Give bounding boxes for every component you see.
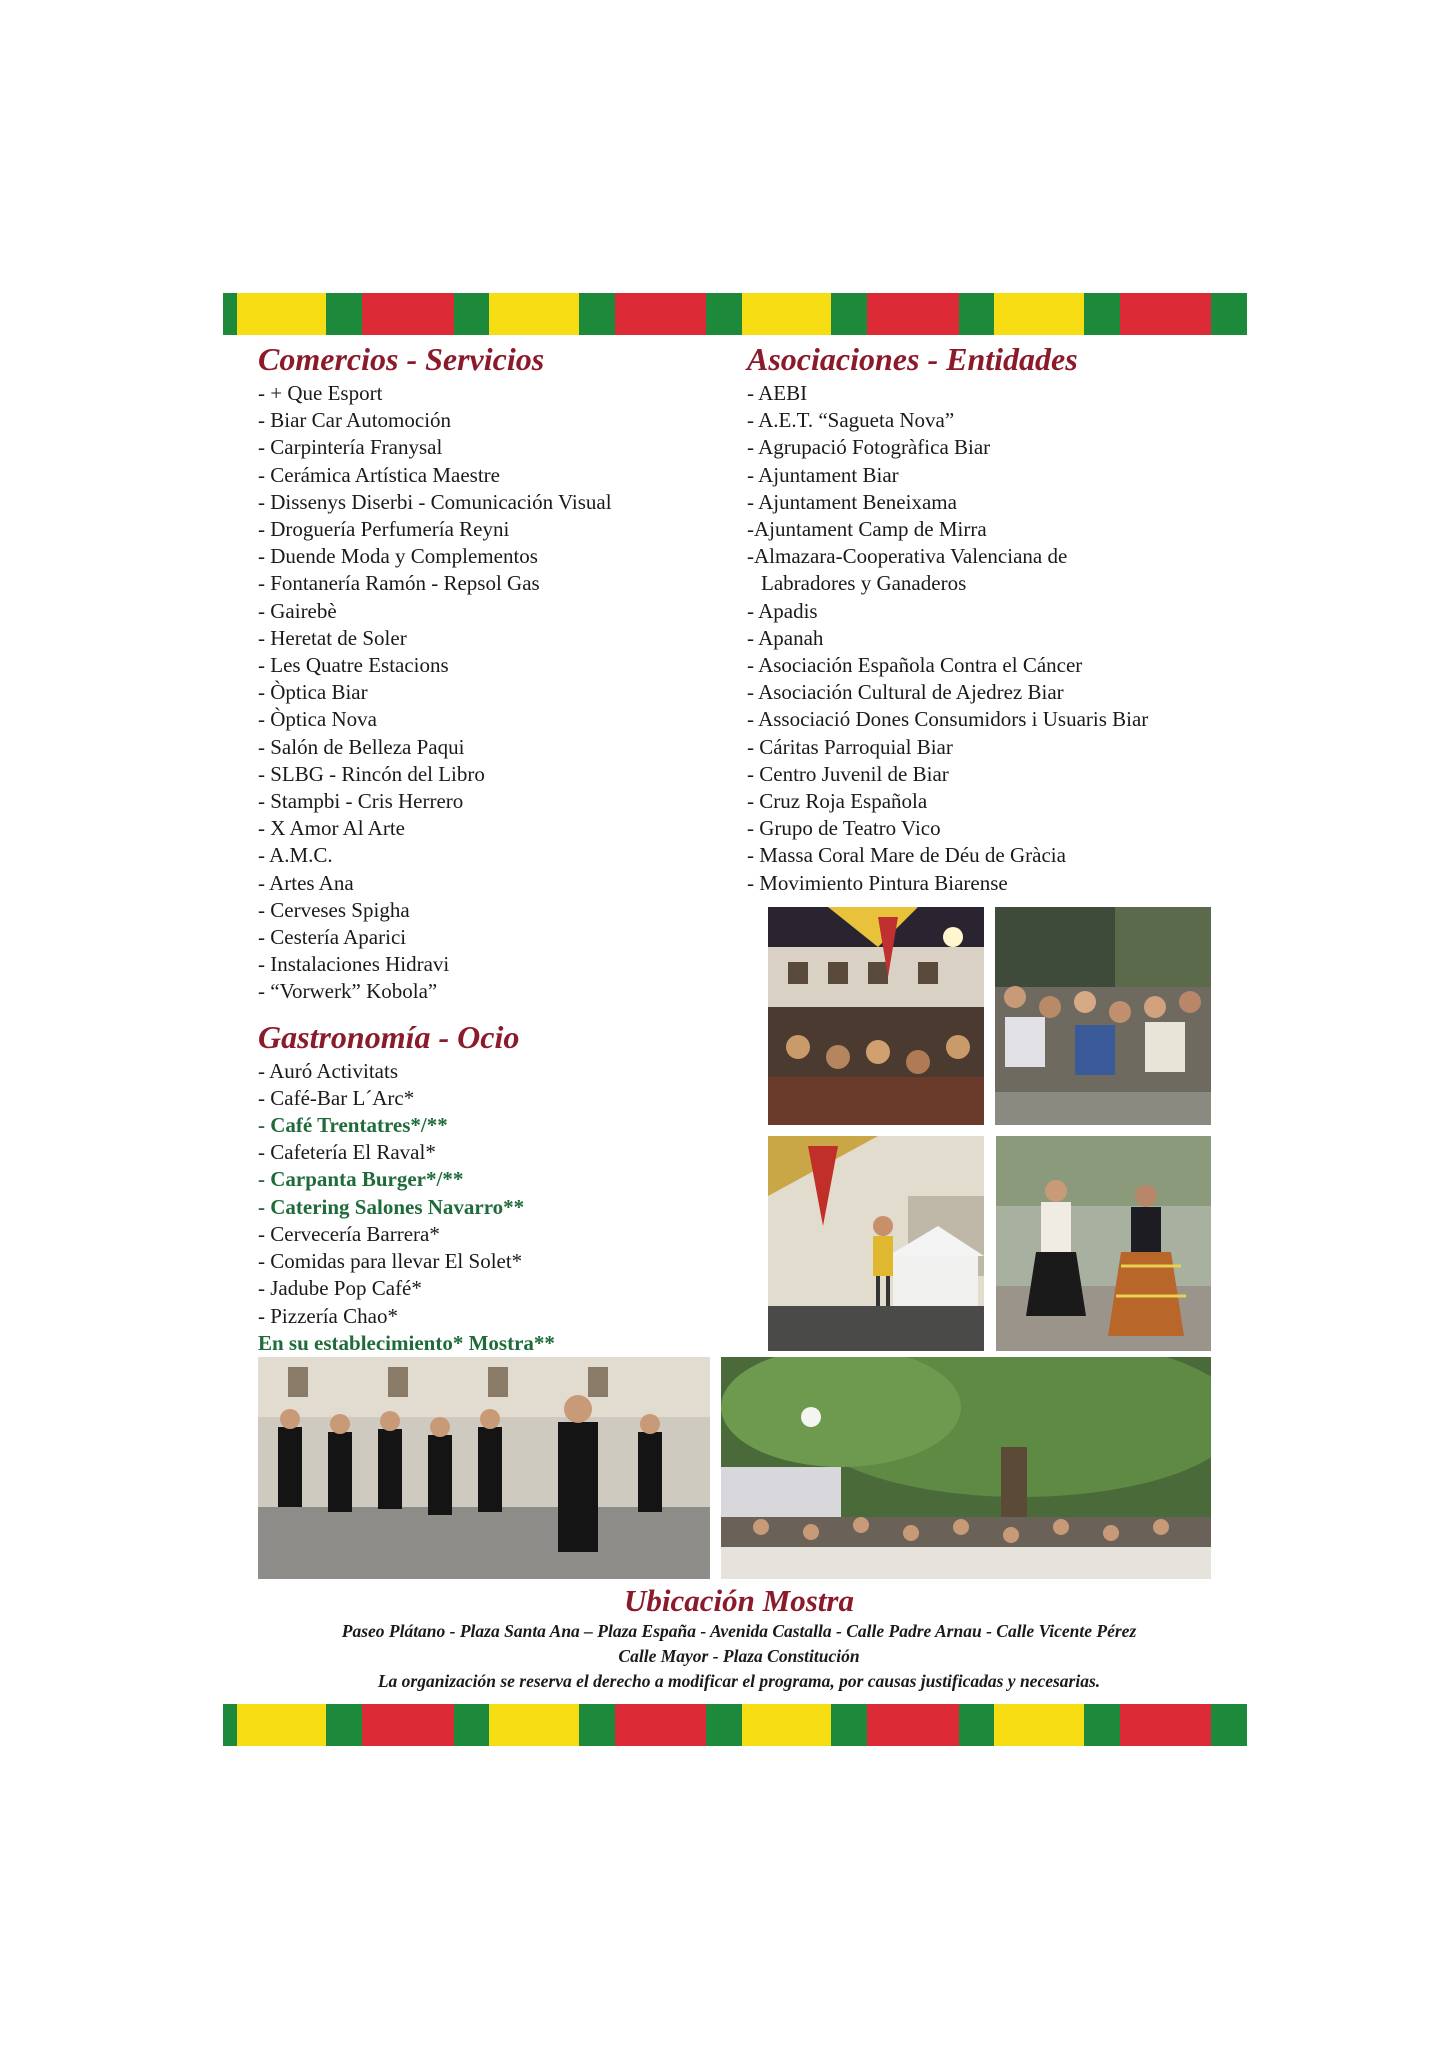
stripe-segment [579,1704,615,1746]
right-column [747,340,1247,897]
stripe-segment [326,293,362,335]
list-item: - X Amor Al Arte [258,816,405,841]
list-item: - Catering Salones Navarro** [258,1194,525,1219]
comercios-list [258,380,718,1006]
list-item: - Comidas para llevar El Solet* [258,1249,523,1274]
list-item: - Apadis [747,598,818,623]
stripe-segment [362,1704,453,1746]
footer-locations-line: Paseo Plátano - Plaza Santa Ana – Plaza España - Avenida Castalla - Calle Padre Arnau - Calle Vicente Pérez [341,1621,1137,1641]
list-item: - Carpintería Franysal [258,435,443,460]
list-item: - Òptica Biar [258,680,368,705]
list-item: - Les Quatre Estacions [258,653,449,678]
gastronomia-section [258,1018,718,1357]
list-item: Labradores y Ganaderos [761,571,967,596]
list-item: - Cafetería El Raval* [258,1140,436,1165]
list-item: - Biar Car Automoción [258,408,452,433]
stripe-segment [959,1704,995,1746]
list-item: - Centro Juvenil de Biar [747,761,949,786]
list-item: - Associació Dones Consumidors i Usuaris Biar [747,707,1149,732]
list-item: - A.M.C. [258,843,333,868]
list-item: - Fontanería Ramón - Repsol Gas [258,571,540,596]
list-item: - Jadube Pop Café* [258,1276,422,1301]
photo-seated-crowd [995,907,1211,1125]
stripe-segment [489,1704,578,1746]
stripe-segment [1120,293,1211,335]
list-item: - + Que Esport [258,381,383,405]
stripe-segment [1211,293,1247,335]
stripe-segment [867,293,958,335]
list-item: - Droguería Perfumería Reyni [258,517,510,542]
list-item: - Café-Bar L´Arc* [258,1085,415,1110]
list-item: - Movimiento Pintura Biarense [747,870,1008,895]
stripe-segment [959,293,995,335]
list-item: - Asociación Cultural de Ajedrez Biar [747,680,1064,705]
gastronomia-note: En su establecimiento* Mostra** [258,1330,555,1355]
list-item: - Cerveses Spigha [258,897,410,922]
asociaciones-list [747,380,1247,897]
stripe-segment [237,293,326,335]
list-item: - Gairebè [258,598,337,623]
list-item: - Massa Coral Mare de Déu de Gràcia [747,843,1066,868]
stripe-segment [223,293,237,335]
stripe-segment [454,293,490,335]
stripe-segment [831,293,867,335]
stripe-segment [615,1704,706,1746]
list-item: - Apanah [747,625,824,650]
stripe-segment [831,1704,867,1746]
stripe-segment [706,293,742,335]
list-item: - Òptica Nova [258,707,377,732]
list-item: - Cruz Roja Española [747,789,928,814]
list-item: -Almazara-Cooperativa Valenciana de [747,544,1068,569]
list-item: - Ajuntament Beneixama [747,489,957,514]
list-item: -Ajuntament Camp de Mirra [747,517,987,542]
list-item: - Asociación Española Contra el Cáncer [747,653,1083,678]
photo-line-dance [258,1357,710,1579]
photo-stilt-walker [768,1136,984,1351]
gastronomia-list [258,1058,718,1330]
list-item: - Cestería Aparici [258,925,407,950]
stripe-segment [454,1704,490,1746]
stripe-segment [867,1704,958,1746]
list-item: - Salón de Belleza Paqui [258,734,465,759]
footer-disclaimer: La organización se reserva el derecho a modificar el programa, por causas justificadas y necesarias. [377,1671,1101,1691]
photo-night-fair [768,907,984,1125]
list-item: - “Vorwerk” Kobola” [258,979,438,1004]
stripe-segment [994,293,1083,335]
list-item: - Dissenys Diserbi - Comunicación Visual [258,489,612,514]
stripe-segment [1084,1704,1120,1746]
asociaciones-title: Asociaciones - Entidades [747,341,1078,377]
list-item: - Pizzería Chao* [258,1303,398,1328]
photo-traditional-dancers [996,1136,1211,1351]
decorative-stripe-bottom [223,1704,1247,1746]
stripe-segment [326,1704,362,1746]
stripe-segment [1084,293,1120,335]
stripe-segment [1120,1704,1211,1746]
left-column [258,340,718,1357]
footer-title: Ubicación Mostra [624,1583,854,1618]
stripe-segment [1211,1704,1247,1746]
stripe-segment [489,293,578,335]
list-item: - Cervecería Barrera* [258,1221,440,1246]
list-item: - Cáritas Parroquial Biar [747,734,953,759]
list-item: - Duende Moda y Complementos [258,544,538,569]
list-item: - SLBG - Rincón del Libro [258,761,485,786]
stripe-segment [237,1704,326,1746]
list-item: - Auró Activitats [258,1058,398,1083]
comercios-title: Comercios - Servicios [258,341,545,377]
list-item: - Cerámica Artística Maestre [258,462,500,487]
stripe-segment [223,1704,237,1746]
list-item: - Ajuntament Biar [747,462,899,487]
list-item: - Agrupació Fotogràfica Biar [747,435,991,460]
list-item: - Instalaciones Hidravi [258,952,450,977]
list-item: - Heretat de Soler [258,625,407,650]
photo-plaza-tree-crowd [721,1357,1211,1579]
stripe-segment [742,293,831,335]
list-item: - A.E.T. “Sagueta Nova” [747,408,955,433]
footer [258,1583,1220,1694]
stripe-segment [579,293,615,335]
stripe-segment [615,293,706,335]
stripe-segment [362,293,453,335]
list-item: - Stampbi - Cris Herrero [258,789,464,814]
stripe-segment [994,1704,1083,1746]
list-item: - AEBI [747,381,808,405]
stripe-segment [742,1704,831,1746]
gastronomia-title: Gastronomía - Ocio [258,1018,520,1055]
list-item: - Café Trentatres*/** [258,1113,448,1138]
list-item: - Grupo de Teatro Vico [747,816,941,841]
list-item: - Carpanta Burger*/** [258,1167,464,1192]
list-item: - Artes Ana [258,870,354,895]
footer-locations-line-2: Calle Mayor - Plaza Constitución [618,1646,860,1666]
decorative-stripe-top [223,293,1247,335]
comercios-section [258,340,718,1006]
stripe-segment [706,1704,742,1746]
